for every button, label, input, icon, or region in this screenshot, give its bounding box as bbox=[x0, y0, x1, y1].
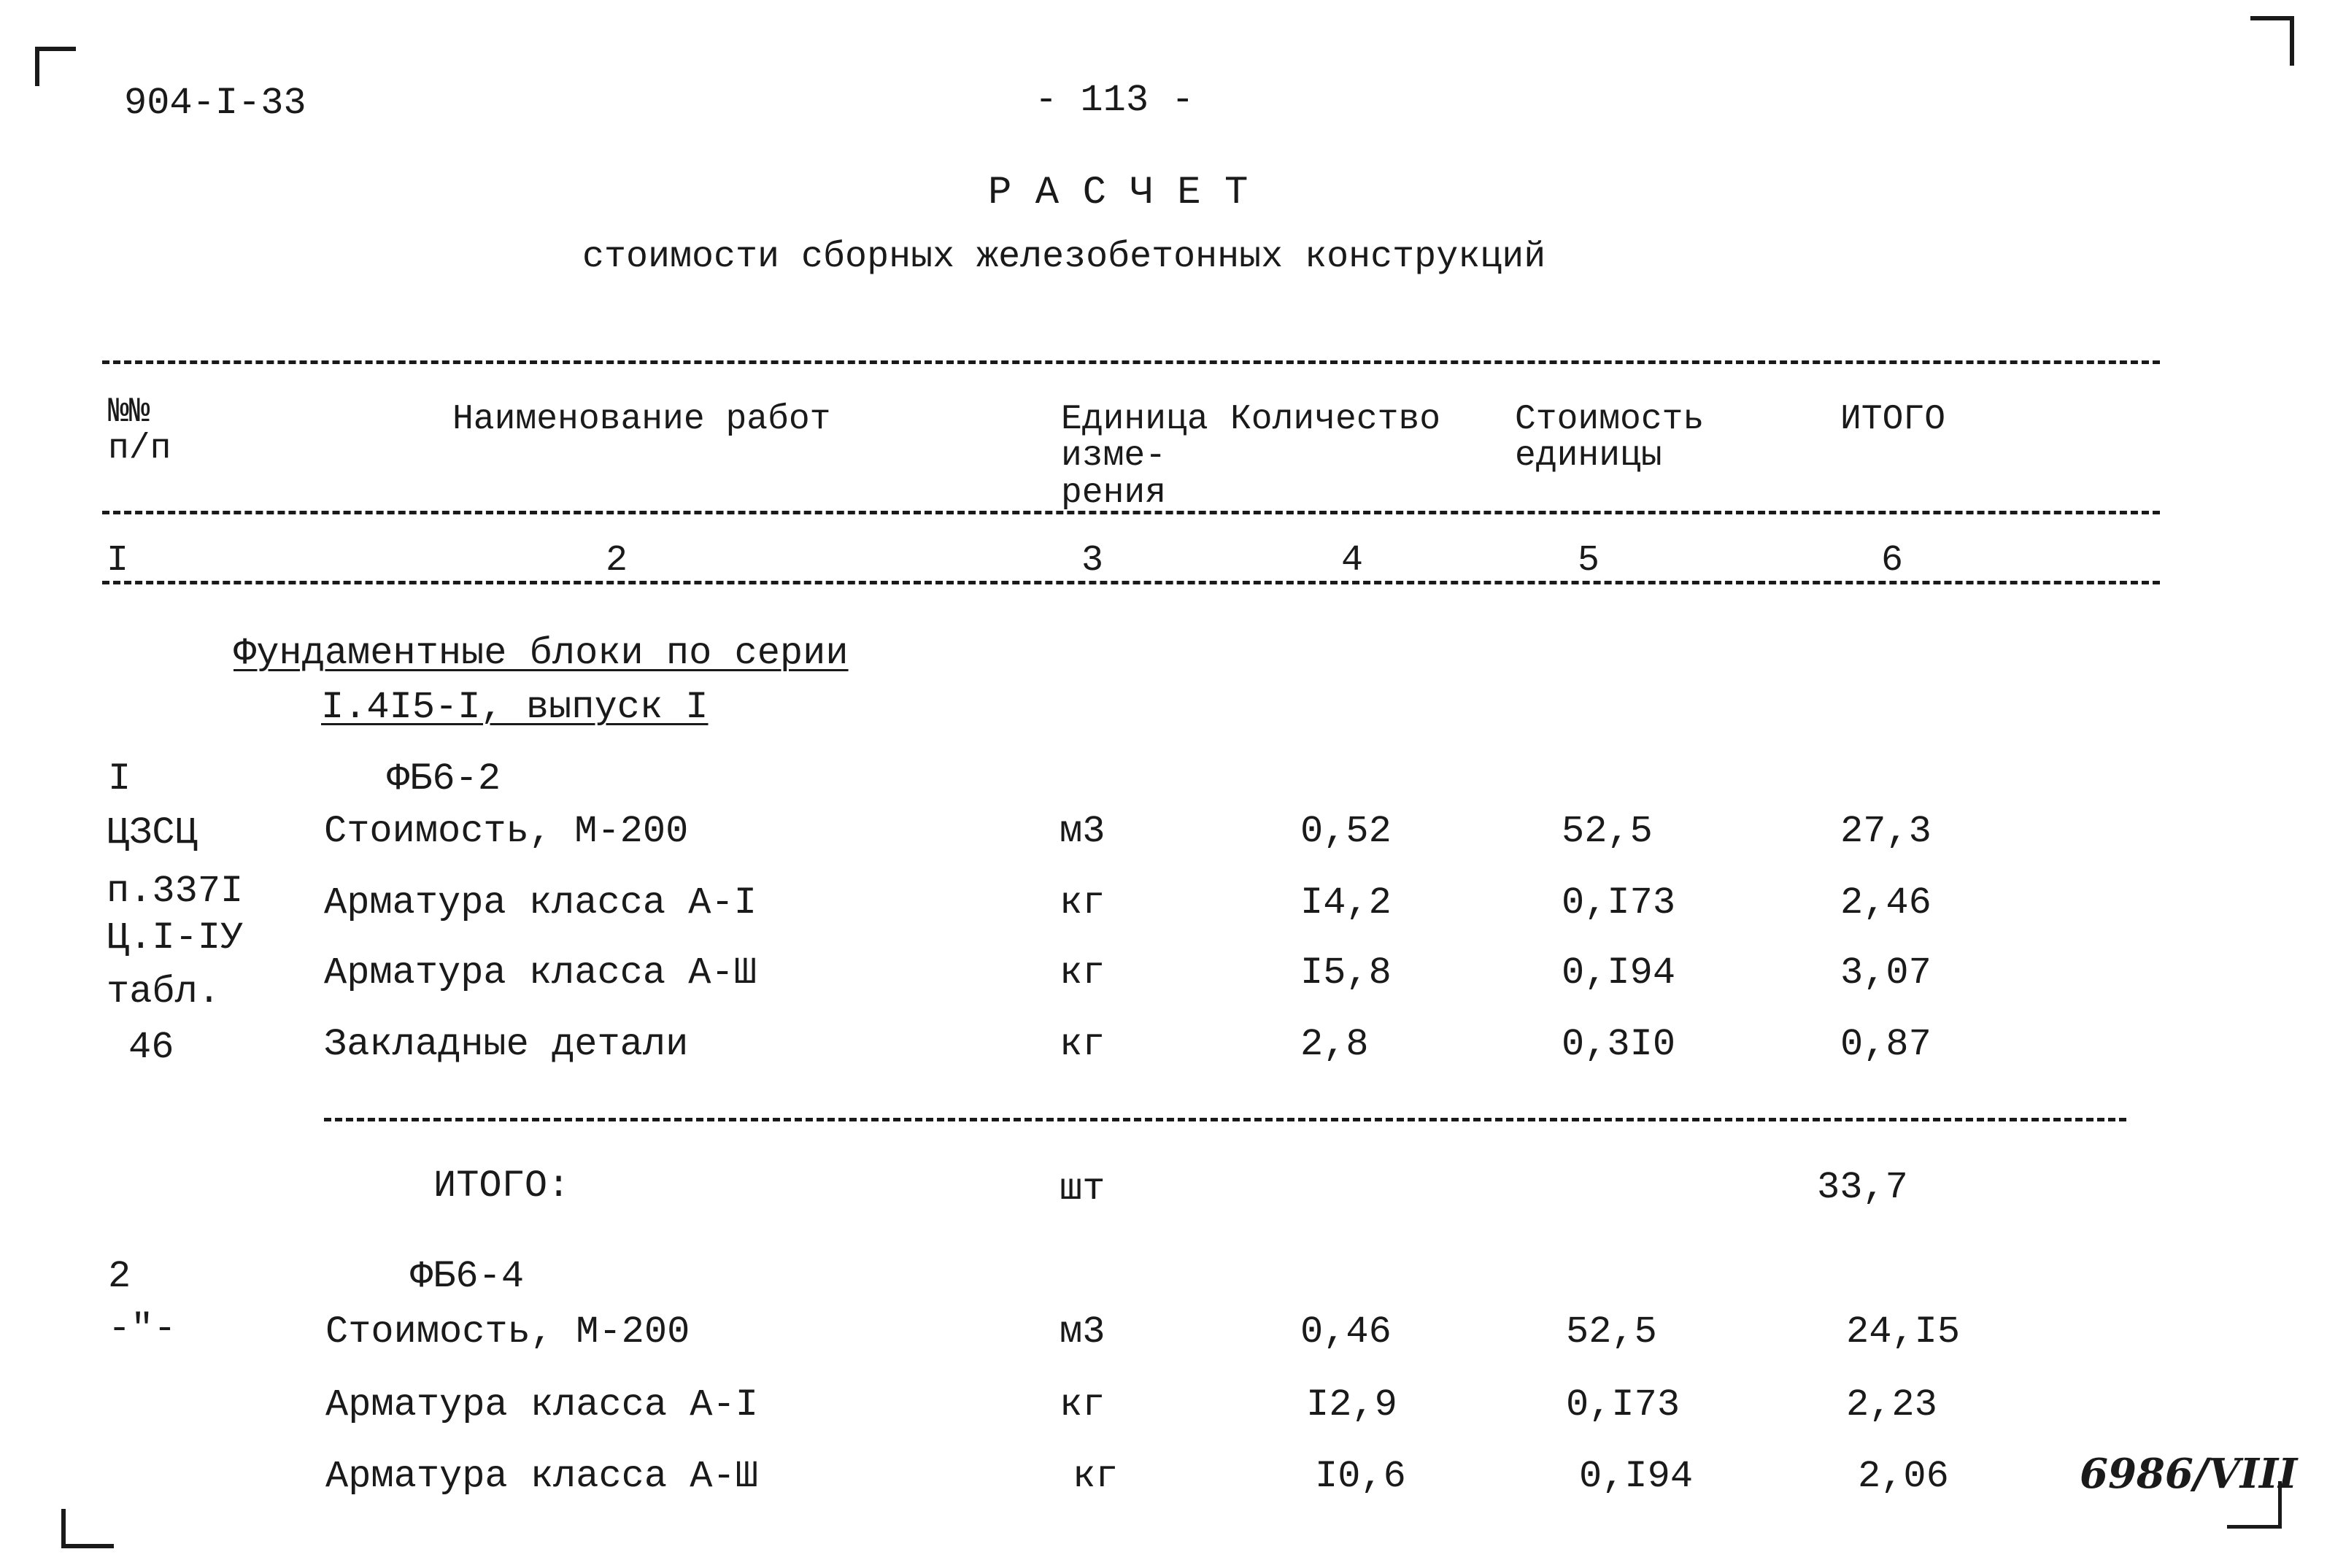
row-unit-price: 52,5 bbox=[1566, 1310, 1657, 1353]
row-name: Арматура класса А-I bbox=[325, 1383, 758, 1426]
row-name: Стоимость, М-200 bbox=[324, 810, 689, 853]
row-unit: кг bbox=[1073, 1455, 1119, 1498]
row-unit-price: 0,I94 bbox=[1562, 951, 1676, 995]
column-number-3: 3 bbox=[1081, 540, 1104, 582]
item2-name: ФБ6-4 bbox=[410, 1255, 525, 1298]
row-quantity: I4,2 bbox=[1300, 881, 1392, 924]
page-subtitle: стоимости сборных железобетонных конструкций bbox=[582, 236, 1546, 278]
row-name: Арматура класса А-Ш bbox=[324, 951, 757, 995]
row-total: 2,23 bbox=[1846, 1383, 1937, 1426]
row-unit: кг bbox=[1060, 1383, 1105, 1426]
row-unit-price: 0,3I0 bbox=[1562, 1023, 1676, 1066]
row-quantity: I2,9 bbox=[1306, 1383, 1397, 1426]
row-quantity: 0,46 bbox=[1300, 1310, 1392, 1353]
corner-mark-top-left bbox=[35, 47, 76, 86]
column-number-4: 4 bbox=[1341, 540, 1364, 582]
section-title-line2: I.4I5-I, выпуск I bbox=[321, 686, 709, 729]
item2-number: 2 bbox=[108, 1255, 131, 1298]
header-bottom-rule bbox=[102, 511, 2160, 514]
row-total: 3,07 bbox=[1840, 951, 1932, 995]
row-name: Закладные детали bbox=[324, 1023, 689, 1066]
header-total: ИТОГО bbox=[1840, 400, 1946, 439]
row-quantity: I0,6 bbox=[1315, 1455, 1406, 1498]
row-total: 2,46 bbox=[1840, 881, 1932, 924]
item1-total-unit: шт bbox=[1060, 1167, 1105, 1210]
column-number-5: 5 bbox=[1578, 540, 1600, 582]
header-unit-price: Стоимость единицы bbox=[1515, 400, 1705, 476]
item1-source-line5: 46 bbox=[128, 1026, 174, 1069]
row-unit: м3 bbox=[1060, 810, 1105, 853]
row-name: Арматура класса А-Ш bbox=[325, 1455, 758, 1498]
row-name: Арматура класса А-I bbox=[324, 881, 757, 924]
column-number-2: 2 bbox=[606, 540, 628, 582]
subtotal-rule bbox=[324, 1118, 2126, 1121]
row-unit-price: 0,I73 bbox=[1562, 881, 1676, 924]
row-quantity: 0,52 bbox=[1300, 810, 1392, 853]
section-title-line1: Фундаментные блоки по серии bbox=[234, 632, 849, 675]
column-number-1: I bbox=[107, 540, 129, 582]
row-unit-price: 52,5 bbox=[1562, 810, 1653, 853]
corner-mark-bottom-left bbox=[61, 1509, 114, 1548]
header-number: №№ п/п bbox=[108, 393, 171, 469]
item1-total-label: ИТОГО: bbox=[433, 1165, 571, 1208]
row-quantity: I5,8 bbox=[1300, 951, 1392, 995]
item1-number: I bbox=[108, 757, 131, 800]
page-number: - 113 - bbox=[1035, 79, 1195, 122]
item1-source-line3: Ц.I-IУ bbox=[107, 916, 244, 959]
corner-mark-top-right bbox=[2250, 16, 2294, 66]
item2-source: -"- bbox=[108, 1308, 177, 1351]
row-unit-price: 0,I73 bbox=[1566, 1383, 1680, 1426]
row-name: Стоимость, М-200 bbox=[325, 1310, 690, 1353]
row-quantity: 2,8 bbox=[1300, 1023, 1369, 1066]
column-numbers-bottom-rule bbox=[102, 581, 2160, 584]
row-unit: кг bbox=[1060, 1023, 1105, 1066]
item1-total-value: 33,7 bbox=[1817, 1166, 1908, 1209]
page-title: Р А С Ч Е Т bbox=[988, 171, 1249, 215]
archive-stamp: 6986/VIII bbox=[2080, 1450, 2298, 1498]
row-unit: кг bbox=[1060, 881, 1105, 924]
item1-source-line2: п.337I bbox=[107, 870, 244, 913]
row-total: 2,06 bbox=[1858, 1455, 1949, 1498]
column-number-6: 6 bbox=[1881, 540, 1904, 582]
row-unit: м3 bbox=[1060, 1310, 1105, 1353]
row-total: 24,I5 bbox=[1846, 1310, 1961, 1353]
row-unit: кг bbox=[1060, 951, 1105, 995]
item1-source-line1: ЦЗСЦ bbox=[107, 811, 198, 854]
header-name: Наименование работ bbox=[452, 400, 831, 439]
document-code: 904-I-33 bbox=[124, 82, 306, 125]
item1-name: ФБ6-2 bbox=[387, 757, 501, 800]
row-total: 0,87 bbox=[1840, 1023, 1932, 1066]
table-top-rule bbox=[102, 360, 2160, 364]
item1-source-line4: табл. bbox=[107, 970, 221, 1013]
header-unit: Единица изме- рения bbox=[1061, 400, 1208, 513]
header-quantity: Количество bbox=[1230, 400, 1441, 439]
row-total: 27,3 bbox=[1840, 810, 1932, 853]
row-unit-price: 0,I94 bbox=[1579, 1455, 1694, 1498]
